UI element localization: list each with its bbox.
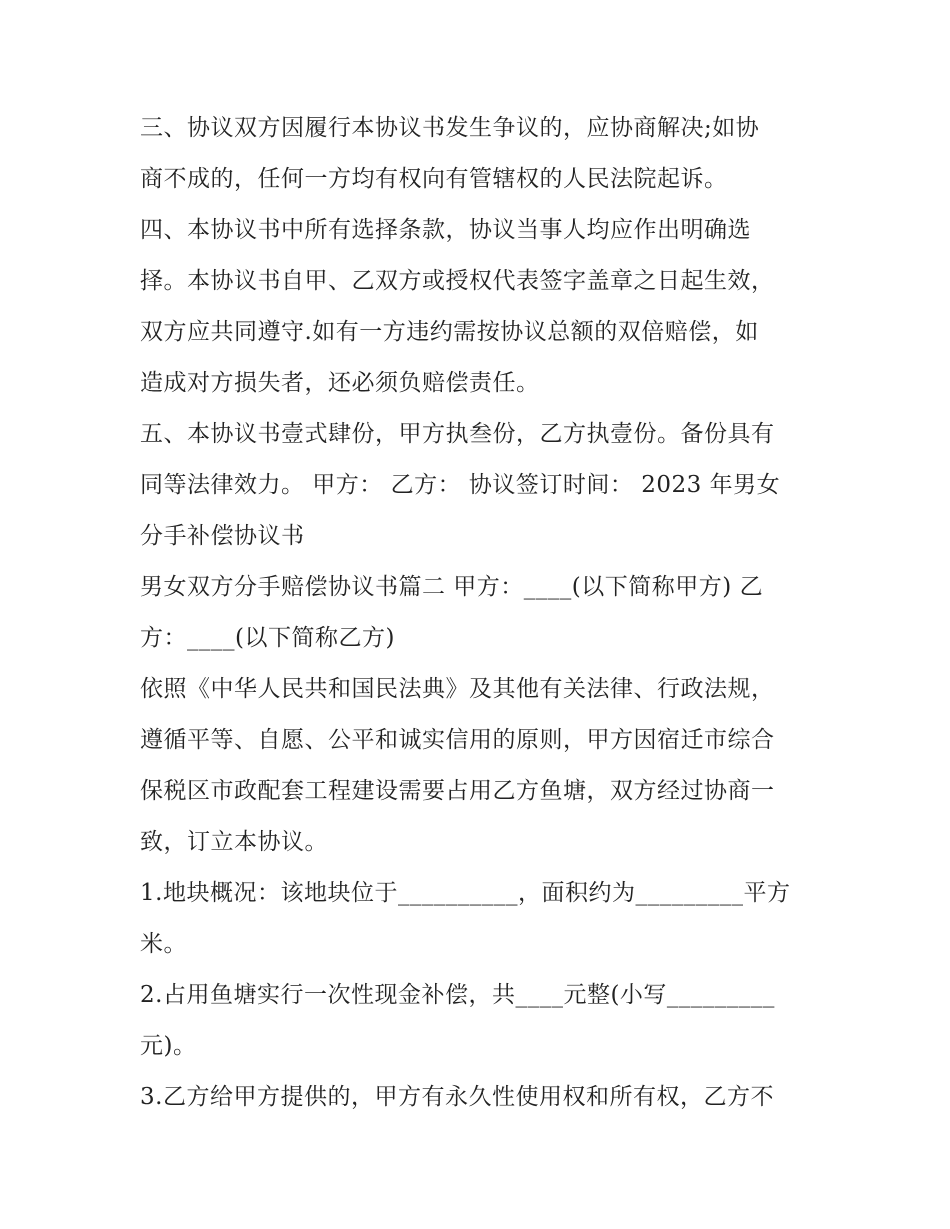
- text-line: 商不成的，任何一方均有权向有管辖权的人民法院起诉。: [140, 166, 728, 192]
- text-line: 米。: [140, 931, 187, 957]
- text-line: 男女双方分手赔偿协议书篇二 甲方：____(以下简称甲方) 乙: [140, 574, 764, 600]
- text-line: 分手补偿协议书: [140, 523, 305, 549]
- text-line: 遵循平等、自愿、公平和诚实信用的原则，甲方因宿迁市综合: [140, 727, 775, 753]
- text-line: 3.乙方给甲方提供的，甲方有永久性使用权和所有权，乙方不: [140, 1084, 774, 1110]
- text-line: 依照《中华人民共和国民法典》及其他有关法律、行政法规，: [140, 676, 775, 702]
- text-line: 四、本协议书中所有选择条款，协议当事人均应作出明确选: [140, 217, 751, 243]
- text-line: 双方应共同遵守.如有一方违约需按协议总额的双倍赔偿，如: [140, 319, 759, 345]
- text-line: 元)。: [140, 1033, 197, 1059]
- text-line: 方：____(以下简称乙方): [140, 625, 395, 651]
- text-line: 同等法律效力。 甲方： 乙方： 协议签订时间： 2023 年男女: [140, 472, 781, 498]
- text-line: 1.地块概况：该地块位于__________，面积约为_________平方: [140, 880, 791, 906]
- text-line: 五、本协议书壹式肆份，甲方执叁份，乙方执壹份。备份具有: [140, 421, 775, 447]
- text-line: 择。本协议书自甲、乙双方或授权代表签字盖章之日起生效，: [140, 268, 775, 294]
- text-line: 保税区市政配套工程建设需要占用乙方鱼塘，双方经过协商一: [140, 778, 775, 804]
- text-line: 致，订立本协议。: [140, 829, 328, 855]
- text-line: 2.占用鱼塘实行一次性现金补偿，共____元整(小写_________: [140, 982, 775, 1008]
- text-line: 造成对方损失者，还必须负赔偿责任。: [140, 370, 540, 396]
- text-line: 三、协议双方因履行本协议书发生争议的，应协商解决;如协: [140, 115, 760, 141]
